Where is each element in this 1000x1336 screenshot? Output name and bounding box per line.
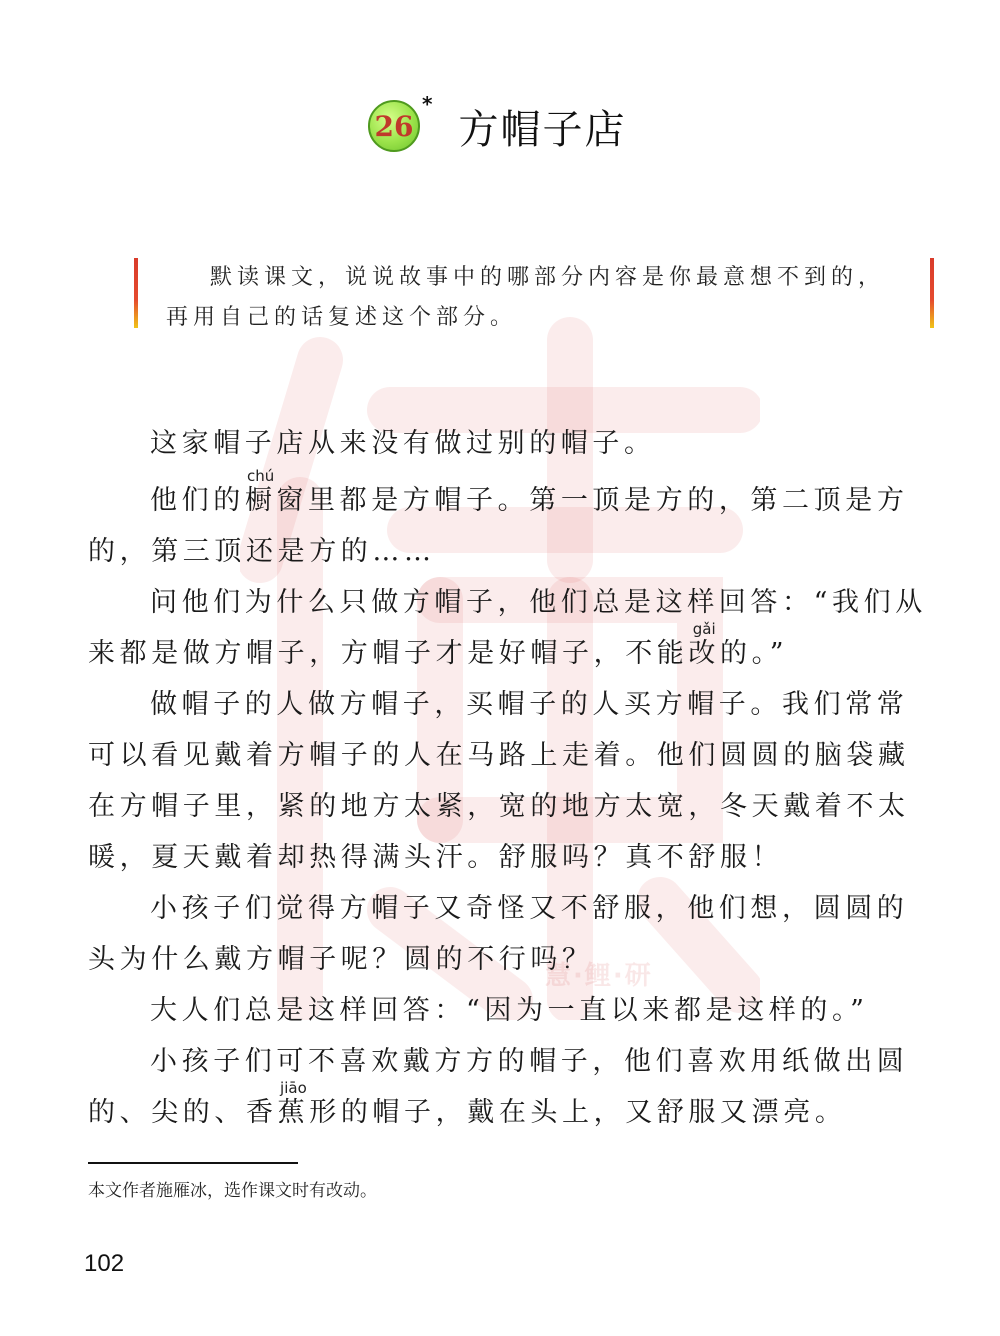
paragraph-6: 大人们总是这样回答：“因为一直以来都是这样的。” [150,995,869,1026]
lesson-header [368,92,627,156]
lesson-number-badge [368,100,420,152]
reading-instruction: 默读课文，说说故事中的哪部分内容是你最意想不到的，再用自己的话复述这个部分。 [166,265,886,330]
lesson-body [88,418,934,1138]
watermark-text: 慧·鲤·研 [545,961,653,991]
pinyin-annotation: 蕉jiāo [277,1079,310,1128]
footnote-divider [88,1162,298,1164]
paragraph-1: 这家帽子店从来没有做过别的帽子。 [150,428,656,459]
instruction-bar-right [930,258,934,328]
lesson-title: 方帽子店 [458,106,627,153]
paragraph-5: 小孩子们觉得方帽子又奇怪又不舒服，他们想，圆圆的头为什么戴方帽子呢？圆的不行吗？ [88,893,909,975]
paragraph-2: 他们的橱chú窗里都是方帽子。第一顶是方的，第二顶是方的，第三顶还是方的…… [88,467,909,567]
paragraph-4: 做帽子的人做方帽子，买帽子的人买方帽子。我们常常可以看见戴着方帽子的人在马路上走着。他们圆圆的脑袋藏在方帽子里，紧的地方太紧，宽的地方太宽，冬天戴着不太暖，夏天戴着却热得满头汗。舒服吗？真不舒服！ [88,689,910,873]
instruction-bar-left [134,258,138,328]
lesson-number: 26 [374,109,414,143]
pinyin-annotation: 改gǎi [688,620,721,669]
paragraph-3: 问他们为什么只做方帽子，他们总是这样回答：“我们从来都是做方帽子，方帽子才是好帽子，不能改gǎi的。” [88,587,927,669]
footnote: 本文作者施雁冰，选作课文时有改动。 [88,1181,377,1201]
reading-instruction-box [134,258,934,328]
pinyin-annotation: 橱chú [244,467,277,516]
page-number: 102 [84,1250,125,1277]
paragraph-7: 小孩子们可不喜欢戴方方的帽子，他们喜欢用纸做出圆的、尖的、香蕉jiāo形的帽子，戴在头上，又舒服又漂亮。 [88,1046,909,1128]
optional-lesson-star: * [422,92,433,116]
